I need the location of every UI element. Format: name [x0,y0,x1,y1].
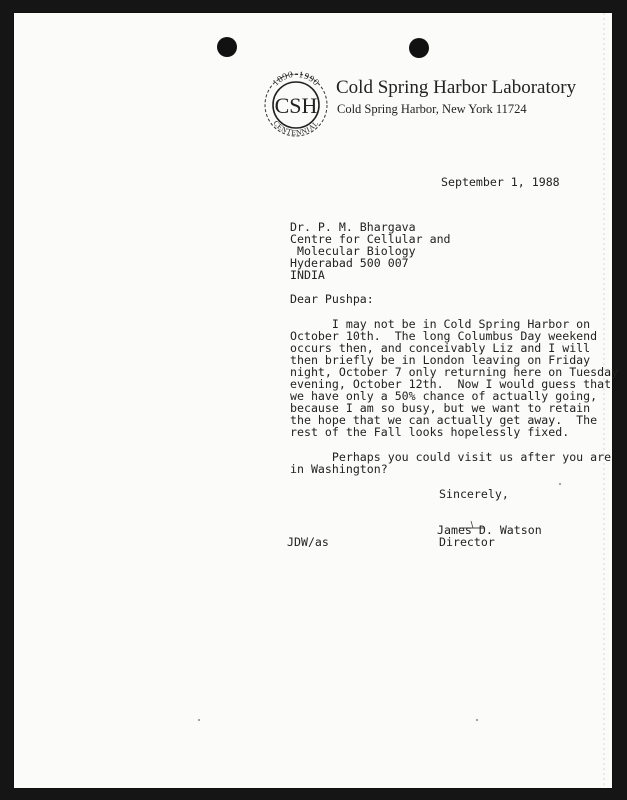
body-line: in Washington? [290,462,388,476]
letter-page [14,13,619,788]
recipient-line: Dr. P. M. Bhargava [290,220,416,234]
body-line: we have only a 50% chance of actually going, [290,389,598,403]
recipient-line: Centre for Cellular and [290,232,451,246]
punch-hole-left [217,37,237,57]
recipient-line: Hyderabad 500 007 [290,256,409,270]
csh-centennial-seal-icon [260,63,332,147]
body-line: then briefly be in London leaving on Friday [290,353,591,367]
body-line: occurs then, and conceivably Liz and I will [290,341,591,355]
seal-years: 1890–1990 [270,69,322,88]
body-line: October 10th. The long Columbus Day weekend [290,329,598,343]
salutation: Dear Pushpa: [290,292,374,306]
seal-initials: CSH [274,93,318,118]
letterhead-address: Cold Spring Harbor, New York 11724 [337,102,527,116]
paper-speck [476,719,478,721]
paper-speck [198,719,200,721]
recipient-line: Molecular Biology [290,244,416,258]
paper-speck [559,483,561,485]
body-line: because I am so busy, but we want to retain [290,401,591,415]
closing: Sincerely, [439,487,509,501]
body-line: rest of the Fall looks hopelessly fixed. [290,425,570,439]
punch-hole-right [409,38,429,58]
svg-text:1890–1990 [270,69,321,88]
signer-name: James D. Watson [437,523,542,537]
body-line: the hope that we can actually get away. The [290,413,598,427]
body-line: I may not be in Cold Spring Harbor on [290,317,591,331]
body-line: evening, October 12th. Now I would guess that [290,377,612,391]
recipient-line: INDIA [290,268,325,282]
seal-word: CENTENNIAL [271,118,321,138]
typist-initials: JDW/as [287,535,329,549]
paper-edge-shadow [596,13,608,788]
letter-date: September 1, 1988 [441,175,560,189]
signer-title: Director [439,535,495,549]
body-line: Perhaps you could visit us after you are [290,450,612,464]
body-line: night, October 7 only returning here on Tuesday [290,365,619,379]
letterhead-name: Cold Spring Harbor Laboratory [336,77,577,98]
